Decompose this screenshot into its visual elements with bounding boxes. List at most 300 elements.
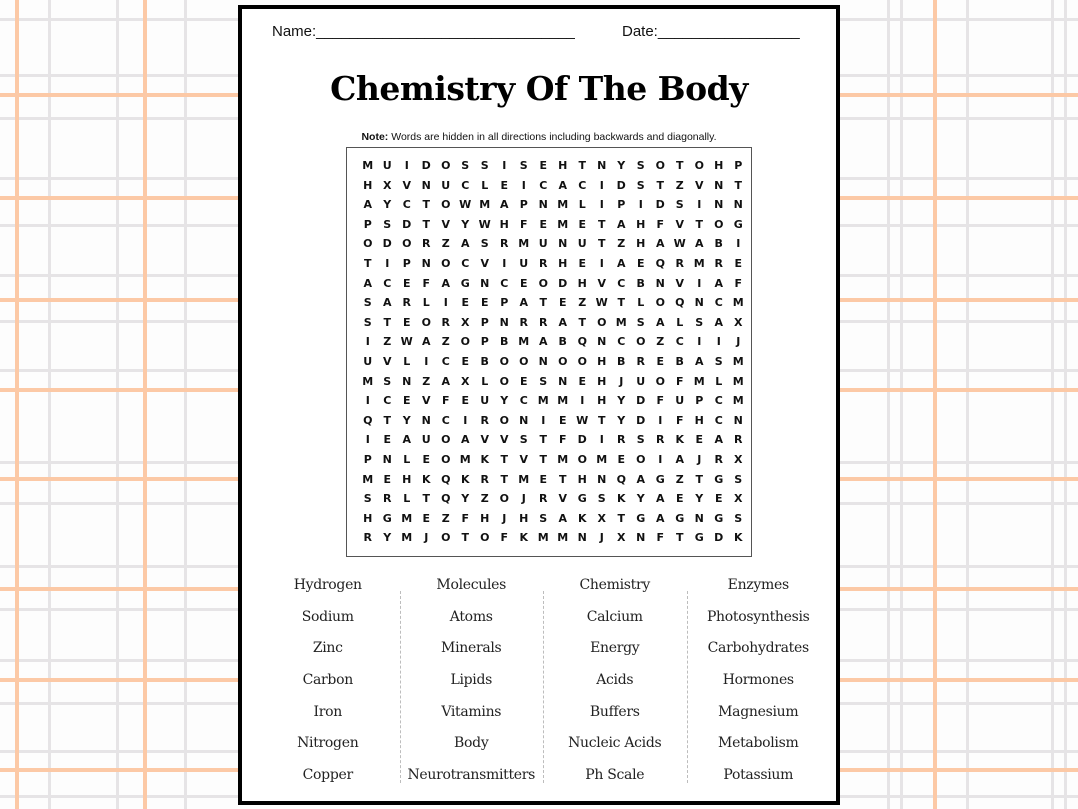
grid-letter: H [597, 394, 607, 408]
grid-letter: Y [636, 492, 645, 506]
grid-letter: N [519, 413, 529, 427]
grid-letter: A [616, 217, 626, 231]
grid-letter: C [383, 394, 392, 408]
grid-letter: O [441, 531, 451, 545]
grid-letter: G [714, 472, 724, 486]
plaid-line [1064, 0, 1067, 809]
grid-letter: E [500, 178, 508, 192]
grid-letter: B [636, 276, 645, 290]
grid-letter: T [500, 472, 508, 486]
grid-letter: C [519, 394, 528, 408]
grid-letter: L [481, 178, 489, 192]
word-list-item: Iron [313, 703, 342, 720]
grid-letter: L [422, 296, 430, 310]
grid-letter: W [478, 217, 491, 231]
grid-letter: L [403, 492, 411, 506]
grid-letter: Y [461, 492, 470, 506]
grid-letter: V [694, 178, 704, 192]
grid-letter: A [675, 452, 684, 466]
grid-letter: O [499, 492, 509, 506]
grid-letter: A [402, 433, 411, 447]
grid-letter: M [557, 198, 569, 212]
grid-letter: R [734, 433, 743, 447]
grid-letter: T [597, 237, 606, 251]
grid-letter: O [538, 276, 548, 290]
grid-letter: I [599, 178, 604, 192]
grid-letter: P [480, 315, 489, 329]
grid-letter: S [363, 492, 372, 506]
grid-letter: V [499, 433, 509, 447]
word-list-item: Hydrogen [293, 577, 362, 593]
grid-letter: B [480, 354, 489, 368]
grid-letter: J [599, 531, 604, 545]
grid-letter: R [714, 452, 723, 466]
grid-letter: D [636, 394, 646, 408]
grid-letter: T [539, 433, 547, 447]
grid-letter: N [538, 354, 548, 368]
word-list-item: Nucleic Acids [568, 735, 662, 752]
grid-letter: I [424, 354, 429, 368]
grid-letter: H [519, 511, 529, 525]
grid-letter: D [636, 413, 646, 427]
grid-letter: K [519, 531, 529, 545]
word-list-item: Magnesium [718, 703, 799, 720]
grid-letter: E [519, 276, 528, 290]
grid-letter: M [401, 531, 413, 545]
grid-letter: H [363, 178, 373, 192]
grid-letter: E [519, 374, 528, 388]
word-list-item: Hormones [722, 672, 794, 689]
grid-letter: B [500, 335, 509, 349]
grid-letter: E [402, 315, 411, 329]
grid-letter: G [382, 511, 392, 525]
grid-letter: A [421, 335, 431, 349]
grid-letter: H [402, 472, 412, 486]
grid-letter: O [655, 159, 665, 172]
grid-letter: B [675, 354, 684, 368]
grid-letter: B [558, 335, 567, 349]
grid-letter: U [480, 394, 490, 408]
grid-letter: T [539, 452, 547, 466]
grid-letter: A [538, 335, 548, 349]
grid-letter: E [480, 296, 489, 310]
grid-letter: D [655, 198, 665, 212]
grid-letter: Z [441, 511, 450, 525]
grid-letter: E [617, 452, 625, 466]
grid-letter: O [519, 354, 529, 368]
grid-letter: E [675, 492, 684, 506]
grid-letter: X [461, 315, 470, 329]
grid-letter: J [521, 492, 526, 506]
word-list-item: Ph Scale [585, 767, 645, 784]
grid-letter: O [499, 374, 509, 388]
grid-letter: F [675, 374, 684, 388]
grid-letter: M [732, 394, 744, 408]
word-list-item: Potassium [723, 767, 794, 784]
grid-letter: E [656, 354, 664, 368]
grid-letter: V [421, 394, 431, 408]
grid-letter: N [421, 256, 431, 270]
grid-letter: S [734, 472, 743, 486]
word-list-column [543, 577, 687, 799]
grid-letter: P [363, 217, 372, 231]
grid-letter: A [363, 198, 372, 212]
grid-letter: H [577, 472, 587, 486]
grid-letter: M [362, 472, 374, 486]
grid-letter: I [541, 413, 546, 427]
grid-letter: A [655, 492, 665, 506]
grid-letter: X [734, 492, 743, 506]
grid-letter: T [422, 492, 430, 506]
grid-letter: V [597, 276, 606, 290]
grid-letter: U [577, 237, 587, 251]
grid-letter: E [461, 394, 469, 408]
grid-letter: C [500, 276, 509, 290]
word-list-item: Chemistry [579, 577, 650, 593]
word-list-item: Lipids [450, 672, 493, 689]
grid-letter: K [616, 492, 626, 506]
grid-letter: H [694, 413, 704, 427]
grid-letter: R [383, 492, 392, 506]
grid-letter: Q [577, 335, 587, 349]
plaid-line [966, 0, 969, 809]
grid-letter: N [655, 276, 665, 290]
grid-letter: E [578, 256, 586, 270]
grid-letter: B [714, 237, 723, 251]
grid-letter: O [499, 354, 509, 368]
grid-letter: M [557, 394, 569, 408]
grid-letter: T [578, 159, 586, 172]
grid-letter: V [675, 217, 684, 231]
grid-letter: A [694, 237, 704, 251]
grid-letter: N [499, 315, 509, 329]
grid-letter: I [599, 433, 604, 447]
grid-letter: R [480, 413, 489, 427]
header-line [272, 23, 806, 40]
grid-letter: S [636, 159, 645, 172]
grid-letter: W [576, 413, 589, 427]
grid-letter: E [422, 511, 430, 525]
grid-letter: T [597, 413, 606, 427]
grid-letter: K [421, 472, 431, 486]
grid-letter: P [500, 296, 509, 310]
grid-letter: M [362, 159, 374, 172]
grid-letter: A [460, 433, 470, 447]
grid-letter: I [502, 256, 507, 270]
grid-letter: Y [402, 413, 411, 427]
grid-letter: O [577, 354, 587, 368]
grid-letter: G [714, 511, 724, 525]
grid-letter: F [675, 413, 684, 427]
grid-letter: S [539, 511, 548, 525]
grid-letter: M [362, 374, 374, 388]
grid-letter: A [499, 198, 509, 212]
grid-letter: S [636, 178, 645, 192]
grid-letter: E [636, 256, 645, 270]
word-list-item: Body [454, 735, 489, 752]
word-search-grid-box [346, 147, 752, 557]
grid-letter: A [655, 511, 665, 525]
grid-letter: P [695, 394, 704, 408]
grid-letter: C [461, 256, 470, 270]
grid-letter: F [656, 217, 664, 231]
grid-letter: C [617, 335, 626, 349]
grid-letter: T [597, 217, 606, 231]
word-list-item: Acids [596, 672, 634, 689]
grid-letter: Z [675, 472, 684, 486]
grid-letter: W [459, 198, 472, 212]
grid-letter: N [421, 178, 431, 192]
grid-letter: Q [441, 492, 451, 506]
grid-letter: K [460, 472, 470, 486]
grid-letter: I [580, 394, 585, 408]
grid-letter: H [499, 217, 509, 231]
grid-letter: I [463, 413, 468, 427]
grid-letter: M [518, 472, 530, 486]
grid-letter: G [636, 511, 646, 525]
grid-letter: O [499, 413, 509, 427]
grid-letter: A [363, 276, 372, 290]
grid-letter: L [676, 315, 684, 329]
grid-letter: B [617, 354, 626, 368]
grid-letter: A [616, 256, 626, 270]
grid-letter: T [558, 472, 567, 486]
grid-letter: M [518, 335, 530, 349]
grid-letter: U [441, 178, 451, 192]
grid-letter: D [402, 217, 412, 231]
grid-letter: X [617, 531, 626, 545]
grid-letter: O [597, 315, 607, 329]
grid-letter: J [424, 531, 429, 545]
grid-letter: M [537, 394, 549, 408]
grid-letter: O [441, 452, 451, 466]
grid-letter: H [577, 276, 587, 290]
grid-letter: F [656, 531, 664, 545]
grid-letter: K [733, 531, 743, 545]
grid-letter: S [383, 374, 392, 388]
grid-letter: X [734, 315, 743, 329]
grid-letter: Q [441, 472, 451, 486]
grid-letter: P [363, 452, 372, 466]
grid-letter: T [695, 217, 703, 231]
grid-letter: G [577, 492, 587, 506]
grid-letter: C [714, 296, 723, 310]
grid-letter: F [441, 394, 450, 408]
grid-letter: N [733, 413, 743, 427]
grid-letter: A [636, 472, 645, 486]
word-search-grid [358, 156, 748, 548]
grid-letter: R [539, 315, 548, 329]
grid-letter: C [578, 178, 587, 192]
grid-letter: F [461, 511, 469, 525]
grid-letter: S [480, 237, 489, 251]
grid-letter: A [460, 237, 470, 251]
grid-letter: T [695, 472, 703, 486]
grid-letter: E [539, 159, 547, 172]
grid-letter: C [402, 198, 411, 212]
grid-letter: I [697, 335, 702, 349]
grid-letter: Q [616, 472, 626, 486]
grid-letter: A [519, 296, 528, 310]
grid-letter: J [502, 511, 507, 525]
grid-letter: S [636, 315, 645, 329]
grid-letter: N [694, 511, 704, 525]
grid-letter: T [500, 452, 508, 466]
grid-letter: Q [675, 296, 685, 310]
grid-letter: J [697, 452, 702, 466]
grid-letter: T [617, 296, 625, 310]
grid-letter: C [617, 276, 626, 290]
date-field: Date:_________________ [622, 23, 800, 40]
grid-letter: I [502, 159, 507, 172]
grid-letter: A [714, 276, 723, 290]
grid-letter: X [383, 178, 392, 192]
grid-letter: S [363, 315, 372, 329]
word-list-item: Copper [302, 767, 353, 784]
grid-letter: D [558, 276, 568, 290]
grid-letter: Y [617, 413, 626, 427]
grid-letter: O [655, 296, 665, 310]
grid-letter: E [539, 217, 547, 231]
grid-letter: Y [617, 394, 626, 408]
grid-letter: M [479, 198, 491, 212]
word-list-item: Vitamins [441, 703, 502, 720]
word-list-item: Molecules [436, 577, 507, 593]
grid-letter: T [461, 531, 469, 545]
grid-letter: V [480, 433, 489, 447]
grid-letter: S [714, 354, 723, 368]
grid-letter: S [539, 374, 548, 388]
plaid-line [143, 0, 147, 809]
grid-letter: O [636, 452, 646, 466]
grid-letter: H [597, 354, 607, 368]
grid-letter: T [422, 217, 430, 231]
grid-letter: C [461, 178, 470, 192]
grid-letter: T [383, 315, 391, 329]
grid-letter: T [675, 159, 684, 172]
grid-letter: R [539, 492, 548, 506]
word-list [256, 577, 830, 787]
grid-letter: S [383, 217, 392, 231]
grid-letter: D [616, 178, 626, 192]
grid-letter: Q [363, 413, 373, 427]
grid-letter: O [655, 374, 665, 388]
grid-letter: N [733, 198, 743, 212]
plaid-line [48, 0, 51, 809]
grid-letter: A [694, 354, 704, 368]
grid-letter: N [558, 374, 568, 388]
grid-letter: M [693, 374, 705, 388]
grid-letter: V [519, 452, 528, 466]
grid-letter: N [382, 452, 392, 466]
grid-letter: S [675, 198, 684, 212]
plaid-line [933, 0, 937, 809]
grid-letter: N [538, 198, 548, 212]
grid-letter: S [461, 159, 470, 172]
grid-letter: Z [422, 374, 431, 388]
grid-letter: O [402, 237, 412, 251]
grid-letter: N [402, 374, 412, 388]
grid-letter: T [675, 531, 684, 545]
grid-letter: D [577, 433, 587, 447]
grid-letter: V [441, 217, 450, 231]
grid-letter: R [441, 315, 450, 329]
grid-letter: Z [675, 178, 684, 192]
grid-letter: R [480, 472, 489, 486]
grid-letter: E [558, 296, 567, 310]
grid-letter: M [401, 511, 413, 525]
grid-letter: Y [617, 159, 626, 172]
grid-letter: S [597, 492, 606, 506]
plaid-line [900, 0, 903, 809]
grid-letter: D [714, 531, 724, 545]
word-list-item: Carbohydrates [707, 640, 809, 657]
grid-letter: O [441, 433, 451, 447]
grid-letter: A [382, 296, 392, 310]
plaid-line [15, 0, 19, 809]
grid-letter: G [655, 472, 665, 486]
grid-letter: F [734, 276, 742, 290]
grid-letter: Z [441, 237, 450, 251]
note-label: Note: [361, 131, 389, 143]
word-list-column [400, 577, 544, 799]
grid-letter: E [578, 217, 586, 231]
grid-letter: O [441, 198, 451, 212]
grid-letter: Y [500, 394, 509, 408]
grid-letter: T [363, 256, 372, 270]
word-list-column [256, 577, 400, 799]
grid-letter: Z [656, 335, 665, 349]
grid-letter: N [597, 159, 607, 172]
grid-letter: R [363, 531, 372, 545]
grid-letter: F [519, 217, 528, 231]
grid-letter: A [558, 315, 567, 329]
grid-letter: S [519, 433, 528, 447]
word-list-item: Zinc [312, 640, 343, 657]
grid-letter: G [675, 511, 685, 525]
grid-letter: T [578, 315, 586, 329]
word-list-item: Calcium [586, 608, 643, 625]
grid-letter: O [460, 335, 470, 349]
grid-letter: L [637, 296, 645, 310]
grid-letter: E [714, 492, 723, 506]
grid-letter: T [422, 198, 430, 212]
grid-letter: C [675, 335, 684, 349]
grid-letter: P [519, 198, 528, 212]
grid-letter: P [402, 256, 411, 270]
grid-letter: R [714, 256, 723, 270]
grid-letter: Z [383, 335, 392, 349]
grid-letter: O [480, 531, 490, 545]
grid-letter: F [500, 531, 508, 545]
grid-letter: O [714, 217, 724, 231]
grid-letter: O [441, 256, 451, 270]
grid-letter: P [617, 198, 626, 212]
grid-letter: O [558, 354, 568, 368]
word-list-column [687, 577, 831, 799]
word-list-item: Energy [590, 640, 640, 657]
grid-letter: X [597, 511, 606, 525]
grid-letter: E [734, 256, 742, 270]
grid-letter: C [714, 394, 723, 408]
grid-letter: J [619, 374, 624, 388]
grid-letter: F [558, 433, 567, 447]
grid-letter: M [557, 452, 569, 466]
grid-letter: V [382, 354, 392, 368]
grid-letter: Y [695, 492, 704, 506]
grid-letter: U [636, 374, 646, 388]
grid-letter: I [404, 159, 409, 172]
